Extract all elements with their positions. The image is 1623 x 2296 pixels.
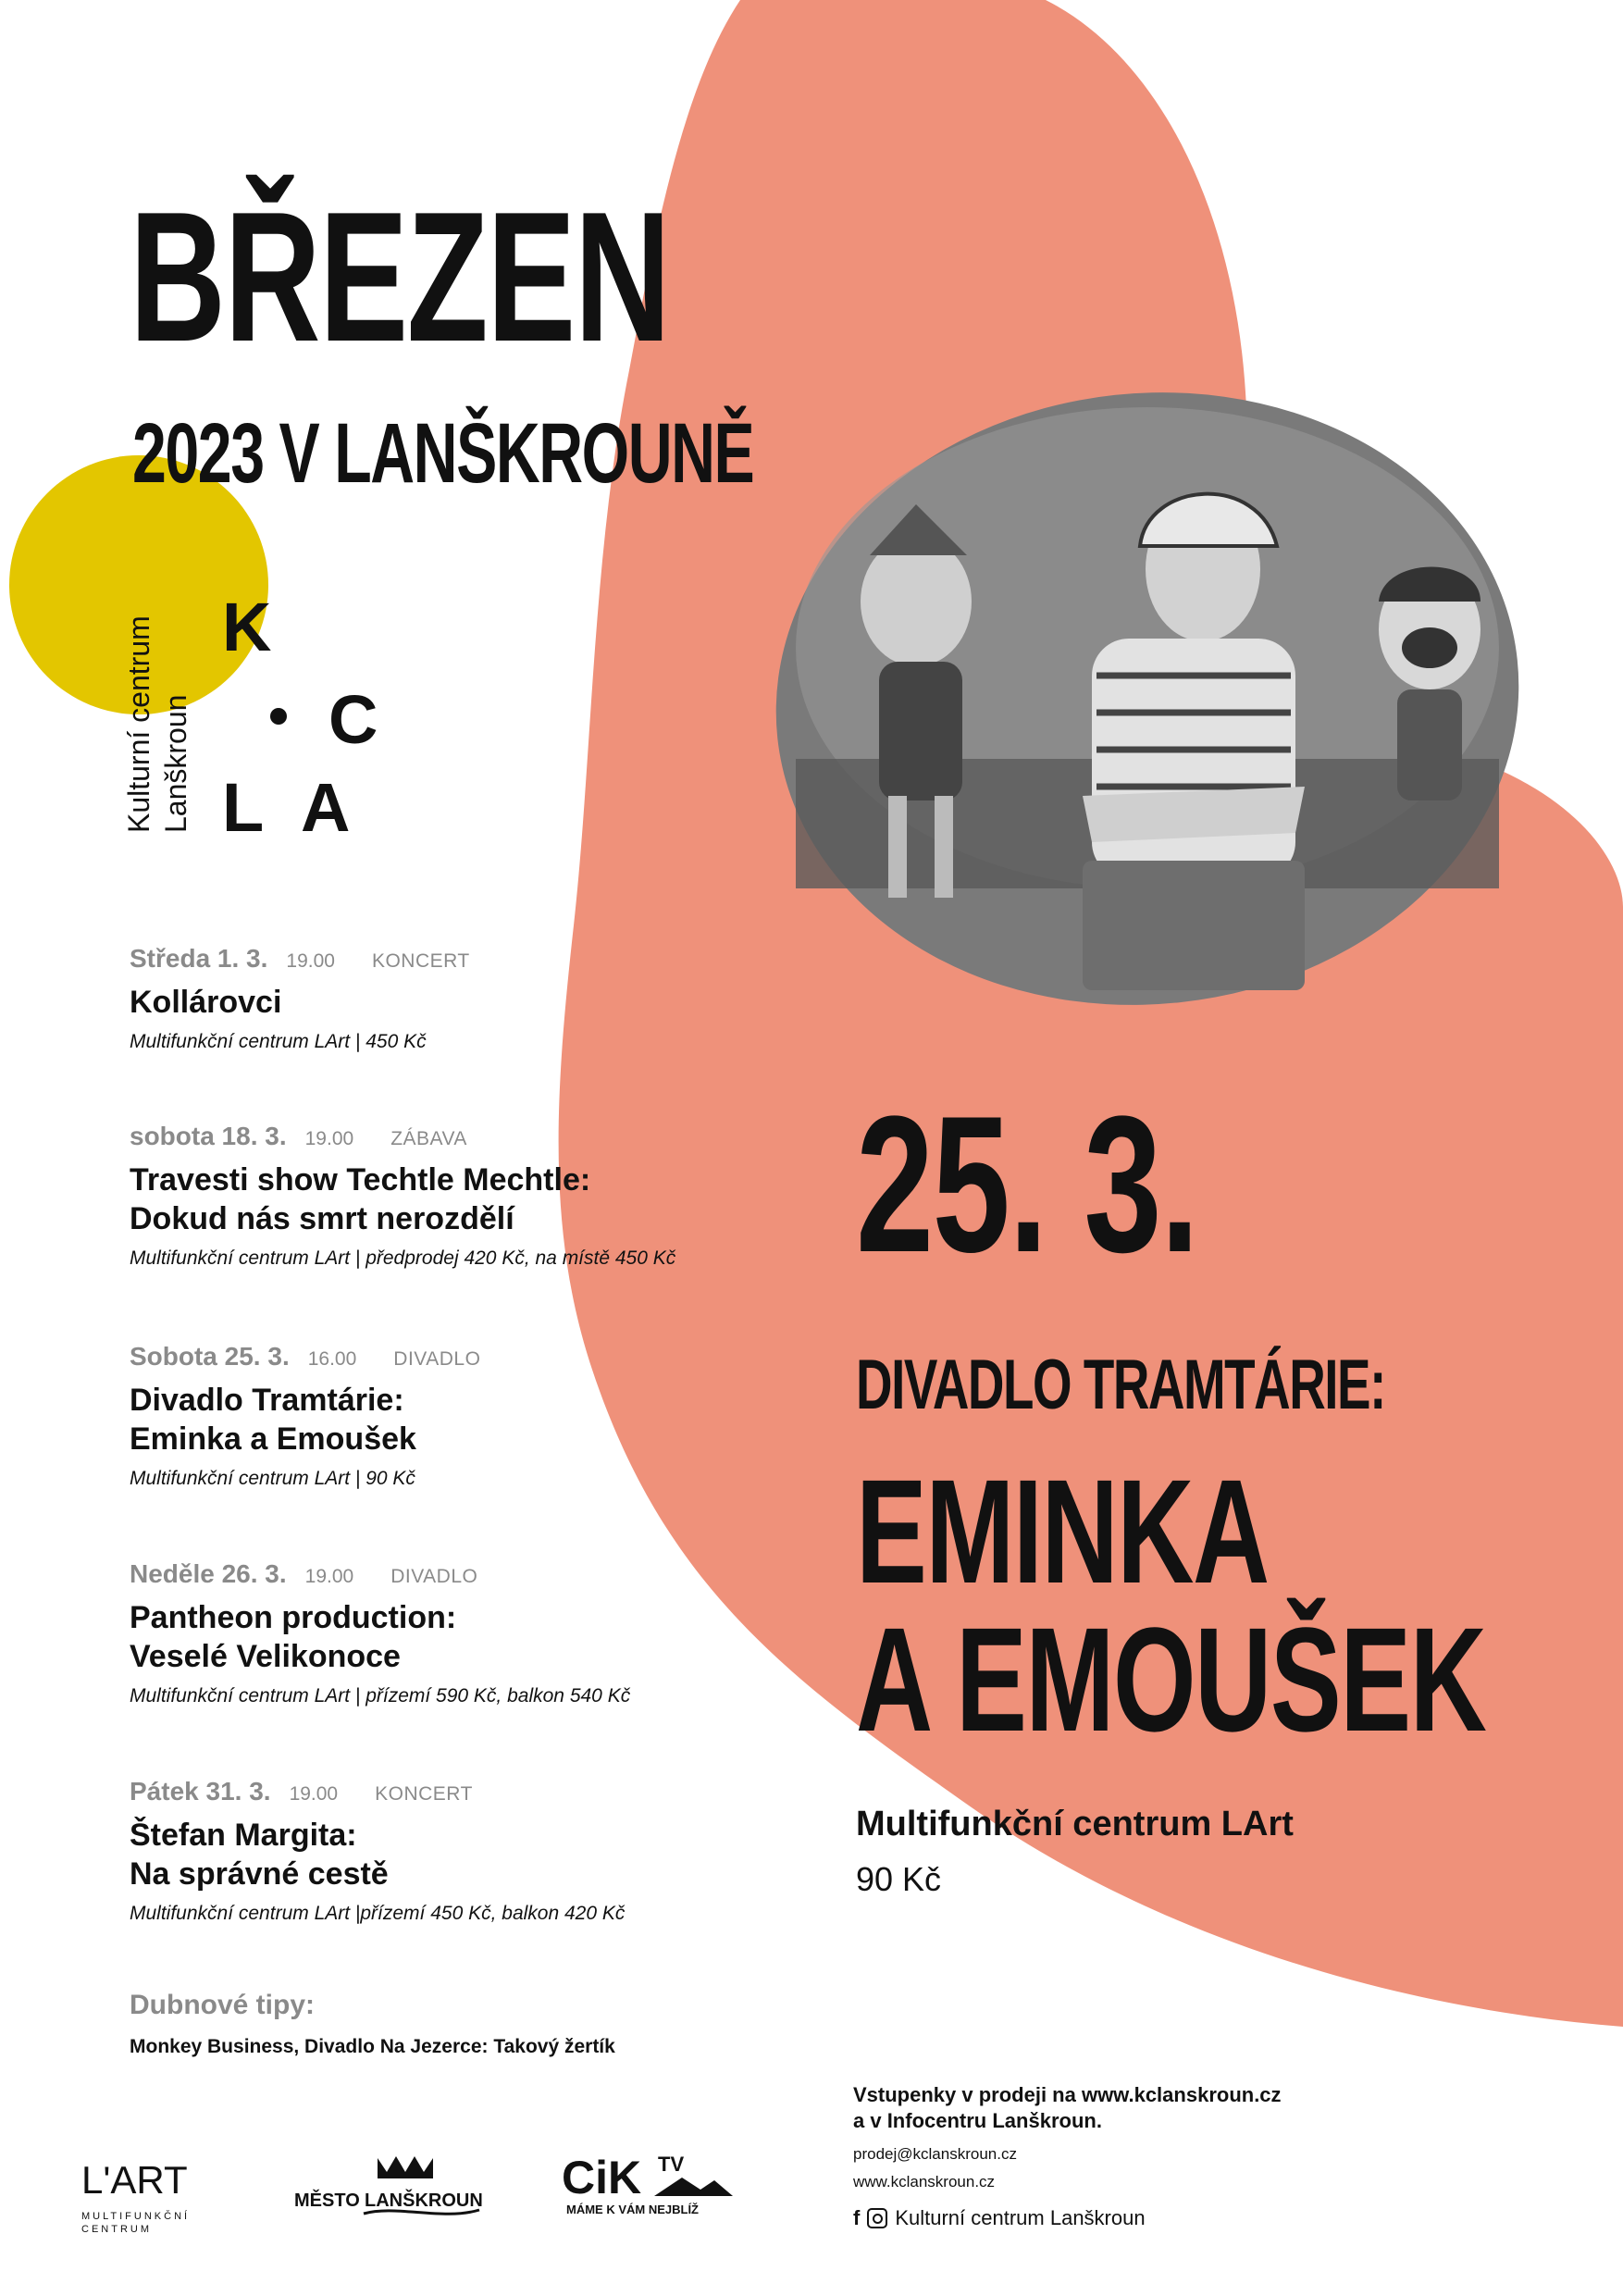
event-venue: Multifunkční centrum LArt | přízemí 590 Kč, balkon 540 Kč — [130, 1685, 631, 1706]
event-venue: Multifunkční centrum LArt | 90 Kč — [130, 1468, 415, 1489]
contact-email[interactable]: prodej@kclanskroun.cz — [853, 2145, 1017, 2163]
cik-slogan: MÁME K VÁM NEJBLÍŽ — [566, 2203, 699, 2216]
event-category: KONCERT — [375, 1783, 473, 1805]
brand-letter-c: C — [328, 681, 378, 758]
lart-logo — [81, 2138, 239, 2244]
event-venue: Multifunkční centrum LArt |přízemí 450 Kč, balkon 420 Kč — [130, 1903, 626, 1924]
event-date: Pátek 31. 3. — [130, 1777, 271, 1806]
event-item — [130, 944, 833, 1053]
featured-price: 90 Kč — [856, 1860, 942, 1898]
event-time: 19.00 — [286, 950, 335, 972]
social-label: Kulturní centrum Lanškroun — [895, 2206, 1146, 2229]
mesto-name: LANŠKROUN — [365, 2191, 483, 2211]
brand-letter-a: A — [301, 769, 351, 846]
instagram-icon[interactable] — [867, 2208, 887, 2228]
event-date: Neděle 26. 3. — [130, 1559, 287, 1588]
tips-text: Monkey Business, Divadlo Na Jezerce: Takový žertík — [130, 2036, 615, 2057]
crown-icon — [378, 2156, 433, 2178]
social-link[interactable] — [853, 2206, 1146, 2230]
mesto-prefix: MĚSTO — [294, 2191, 360, 2211]
tickets-info: Vstupenky v prodeji na www.kclanskroun.cz a v Infocentru Lanškroun. — [853, 2083, 1282, 2132]
brand-name-vertical — [120, 615, 194, 833]
event-date: Středa 1. 3. — [130, 944, 268, 973]
facebook-icon[interactable]: f — [853, 2206, 861, 2229]
event-title: Pantheon production: Veselé Velikonoce — [130, 1600, 457, 1674]
page-title: BŘEZEN — [130, 174, 670, 380]
contact-web[interactable]: www.kclanskroun.cz — [853, 2173, 996, 2191]
tips-label: Dubnové tipy: — [130, 1990, 315, 2020]
event-date: Sobota 25. 3. — [130, 1342, 290, 1371]
event-time: 19.00 — [304, 1566, 354, 1587]
featured-pretitle: DIVADLO TRAMTÁRIE: — [856, 1346, 1385, 1424]
page-subtitle: 2023 V LANŠKROUNĚ — [132, 406, 754, 501]
ciktv-logo — [562, 2145, 737, 2224]
lart-logo-sub2: CENTRUM — [81, 2224, 152, 2235]
event-category: DIVADLO — [393, 1348, 481, 1370]
featured-title: EMINKA A EMOUŠEK — [856, 1448, 1486, 1762]
brand-line-1: Kulturní centrum — [122, 615, 155, 833]
cik-text: CiK — [562, 2152, 642, 2203]
event-item — [130, 1777, 833, 1925]
event-category: KONCERT — [371, 950, 470, 972]
event-title: Divadlo Tramtárie: Eminka a Emoušek — [130, 1383, 416, 1457]
event-time: 19.00 — [304, 1128, 354, 1149]
featured-date: 25. 3. — [856, 1075, 1198, 1293]
event-venue: Multifunkční centrum LArt | 450 Kč — [130, 1031, 427, 1052]
event-title: Kollárovci — [130, 985, 282, 1020]
event-title: Travesti show Techtle Mechtle: Dokud nás smrt nerozdělí — [130, 1162, 591, 1236]
event-date: sobota 18. 3. — [130, 1122, 287, 1150]
event-time: 16.00 — [307, 1348, 357, 1370]
event-category: ZÁBAVA — [390, 1128, 467, 1149]
brand-line-2: Lanškroun — [159, 694, 192, 833]
event-title: Štefan Margita: Na správné cestě — [130, 1818, 389, 1892]
cik-tv-text: TV — [658, 2153, 685, 2176]
brand-dot — [270, 708, 287, 725]
event-time: 19.00 — [289, 1783, 339, 1805]
lart-logo-sub1: MULTIFUNKČNÍ — [81, 2211, 191, 2222]
event-item — [130, 1559, 833, 1707]
featured-venue: Multifunkční centrum LArt — [856, 1805, 1294, 1843]
mesto-lanskroun-logo — [294, 2149, 507, 2228]
event-category: DIVADLO — [390, 1566, 478, 1587]
lart-logo-text: L'ART — [81, 2158, 188, 2202]
event-venue: Multifunkční centrum LArt | předprodej 420 Kč, na místě 450 Kč — [130, 1247, 676, 1269]
event-item — [130, 1122, 833, 1270]
brand-letter-k: K — [222, 589, 272, 665]
event-item — [130, 1342, 833, 1490]
brand-letter-l: L — [222, 769, 265, 846]
